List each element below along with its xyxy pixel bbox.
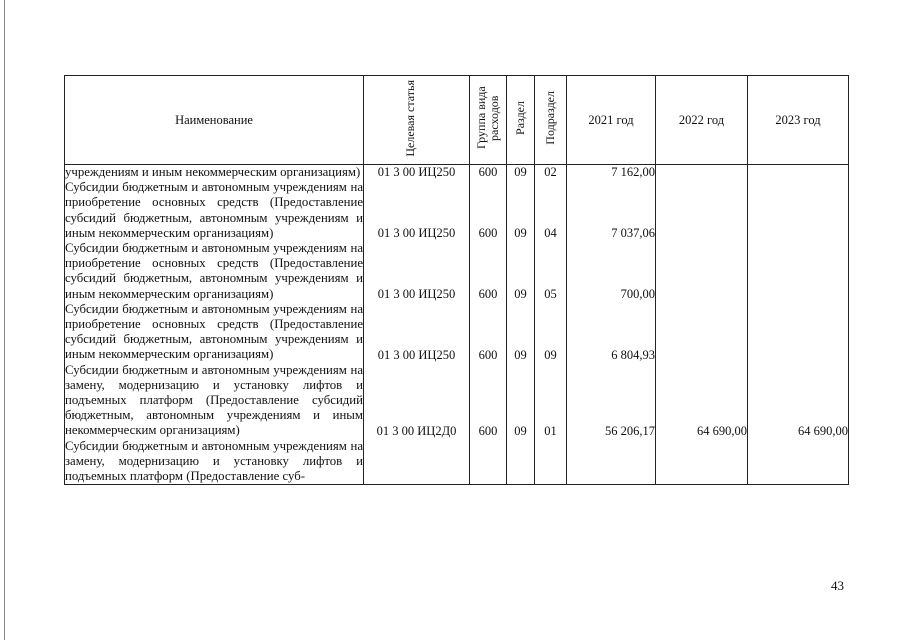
- table-header-row: [65, 76, 849, 165]
- row-section: [507, 439, 535, 485]
- row-name: Субсидии бюджетным и автономным учреждениям на замену, модернизацию и установку лифтов и подъемных платформ (Предоставление суб-: [65, 438, 363, 484]
- row-name: Субсидии бюджетным и автономным учреждениям на приобретение основных средств (Предоставление субсидий бюджетным, автономным учреждениям и иным некоммерческим организациям): [65, 301, 363, 362]
- row-subsection: 05: [535, 241, 567, 302]
- row-group: 600: [470, 302, 507, 363]
- row-group: 600: [470, 180, 507, 241]
- header-name: Наименование: [65, 76, 364, 165]
- row-group: 600: [470, 241, 507, 302]
- row-2021: 56 206,17: [567, 363, 656, 439]
- row-target: 01 3 00 ИЦ250: [364, 165, 470, 181]
- row-section: 09: [507, 241, 535, 302]
- row-2023: [748, 241, 849, 302]
- table-row: [65, 302, 849, 363]
- row-subsection: 02: [535, 165, 567, 181]
- row-subsection: [535, 439, 567, 485]
- row-2021: 700,00: [567, 241, 656, 302]
- row-2022: [656, 302, 748, 363]
- page-number: 43: [831, 578, 844, 593]
- row-section: 09: [507, 302, 535, 363]
- row-name: учреждениям и иным некоммерческим организациям): [65, 165, 364, 181]
- row-2022: [656, 241, 748, 302]
- budget-table: [64, 75, 849, 485]
- row-2022: [656, 439, 748, 485]
- row-target: 01 3 00 ИЦ250: [364, 302, 470, 363]
- row-2023: 64 690,00: [748, 363, 849, 439]
- row-target: 01 3 00 ИЦ250: [364, 180, 470, 241]
- row-section: 09: [507, 180, 535, 241]
- table-row: [65, 363, 849, 439]
- row-subsection: 01: [535, 363, 567, 439]
- table-row: [65, 165, 849, 181]
- row-name: Субсидии бюджетным и автономным учреждениям на замену, модернизацию и установку лифтов и подъемных платформ (Предоставление субсидий бюджетным, автономным учреждениям и иным некоммерческим организациям): [65, 362, 363, 438]
- header-section: Раздел: [507, 76, 535, 165]
- table-row: [65, 241, 849, 302]
- header-expense-group: Группа вида расходов: [470, 76, 507, 165]
- table-row: [65, 180, 849, 241]
- row-2022: [656, 180, 748, 241]
- row-group: [470, 439, 507, 485]
- header-target-article: Целевая статья: [364, 76, 470, 165]
- row-subsection: 04: [535, 180, 567, 241]
- header-2022: 2022 год: [656, 76, 748, 165]
- row-2023: [748, 439, 849, 485]
- header-2021: 2021 год: [567, 76, 656, 165]
- row-2022: [656, 165, 748, 181]
- row-2023: [748, 302, 849, 363]
- row-2021: [567, 439, 656, 485]
- row-target: [364, 439, 470, 485]
- row-2023: [748, 165, 849, 181]
- row-2023: [748, 180, 849, 241]
- row-target: 01 3 00 ИЦ250: [364, 241, 470, 302]
- header-subsection: Подраздел: [535, 76, 567, 165]
- row-group: 600: [470, 363, 507, 439]
- row-2021: 6 804,93: [567, 302, 656, 363]
- binding-margin-line: [4, 0, 5, 640]
- row-group: 600: [470, 165, 507, 181]
- row-subsection: 09: [535, 302, 567, 363]
- header-2023: 2023 год: [748, 76, 849, 165]
- row-name: Субсидии бюджетным и автономным учреждениям на приобретение основных средств (Предоставление субсидий бюджетным, автономным учреждениям и иным некоммерческим организациям): [65, 180, 363, 240]
- table-row: [65, 439, 849, 485]
- row-name: Субсидии бюджетным и автономным учреждениям на приобретение основных средств (Предоставление субсидий бюджетным, автономным учреждениям и иным некоммерческим организациям): [65, 241, 363, 301]
- row-2021: 7 162,00: [567, 165, 656, 181]
- row-2021: 7 037,06: [567, 180, 656, 241]
- row-section: 09: [507, 363, 535, 439]
- row-2022: 64 690,00: [656, 363, 748, 439]
- row-section: 09: [507, 165, 535, 181]
- row-target: 01 3 00 ИЦ2Д0: [364, 363, 470, 439]
